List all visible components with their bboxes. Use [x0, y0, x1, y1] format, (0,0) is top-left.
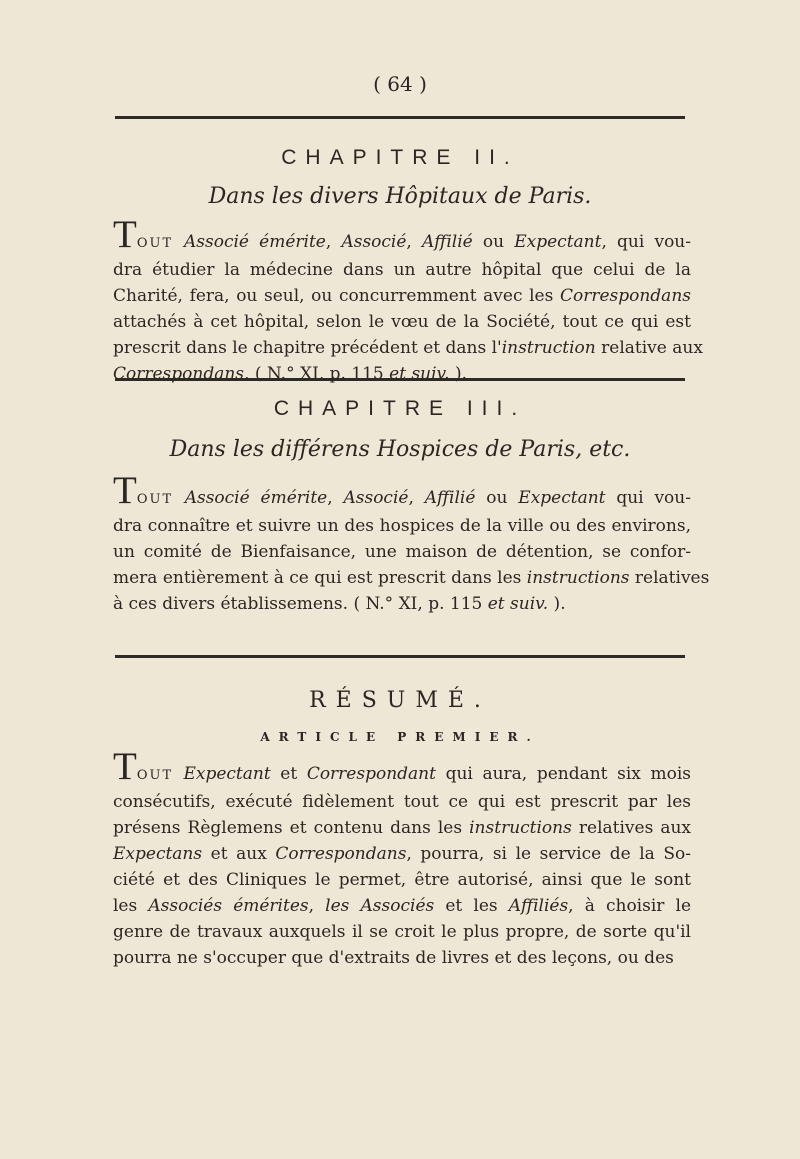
italic-run: Correspondans — [559, 286, 691, 306]
text-run: genre de travaux auxquels il se croit le plus propre, de sorte qu'il — [113, 922, 691, 942]
italic-run: et suiv. — [487, 594, 549, 614]
chapter-3-heading: CHAPITRE III. — [273, 397, 527, 420]
text-run: ou — [475, 488, 519, 508]
text-run: qui vou- — [605, 488, 691, 508]
text-line — [113, 789, 691, 815]
italic-run: les Associés — [325, 896, 435, 916]
text-line — [113, 361, 691, 387]
text-line — [113, 513, 691, 539]
text-run: les — [113, 896, 149, 916]
text-run: ciété et des Cliniques le permet, être autorisé, ainsi que le sont — [113, 870, 691, 890]
text-run: , à choisir le — [568, 896, 692, 916]
text-line — [113, 919, 691, 945]
italic-run: Expectant — [183, 764, 271, 784]
italic-run: Expectans — [113, 844, 203, 864]
text-run: à ces divers établissemens. ( N.° XI, p. 115 — [113, 594, 488, 614]
text-run: pourra ne s'occuper que d'extraits de livres et des leçons, ou des — [113, 948, 674, 968]
italic-run: Affilié — [424, 488, 476, 508]
text-line — [113, 283, 691, 309]
article-heading: ARTICLE PREMIER. — [260, 730, 540, 744]
text-run: qui aura, pendant six mois — [435, 764, 692, 784]
text-run: , — [327, 488, 344, 508]
chapter-2-subheading: Dans les divers Hôpitaux de Paris. — [208, 184, 592, 209]
text-line — [113, 815, 691, 841]
text-run: consécutifs, exécuté fidèlement tout ce qui est prescrit par les — [113, 792, 691, 812]
text-run: un comité de Bienfaisance, une maison de détention, se confor- — [113, 542, 691, 562]
text-run: , ( N.° XI, p. 115 — [244, 364, 390, 384]
text-line — [113, 565, 710, 591]
drop-cap: T — [113, 213, 137, 256]
text-run: prescrit dans le chapitre précédent et dans l' — [113, 338, 502, 358]
drop-cap: T — [113, 745, 137, 788]
text-run: ). — [449, 364, 468, 384]
drop-cap: T — [113, 469, 137, 512]
text-line — [113, 469, 691, 513]
top-rule — [115, 116, 685, 119]
text-run: , qui vou- — [601, 232, 691, 252]
italic-run: Correspondans — [275, 844, 407, 864]
text-run: attachés à cet hôpital, selon le vœu de la Société, tout ce qui est — [113, 312, 691, 332]
text-run: présens Règlemens et contenu dans les — [113, 818, 470, 838]
italic-run: Affilié — [422, 232, 473, 252]
text-run: dra étudier la médecine dans un autre hôpital que celui de la — [113, 260, 691, 280]
chapter-3-paragraph — [113, 469, 710, 617]
text-line — [113, 335, 703, 361]
text-line — [113, 539, 691, 565]
text-run: , pourra, si le service de la So- — [406, 844, 692, 864]
resume-paragraph — [113, 745, 692, 971]
text-run: Charité, fera, ou seul, ou concurremment avec les — [113, 286, 560, 306]
text-run: , — [308, 896, 326, 916]
text-run: ou — [472, 232, 515, 252]
text-line — [113, 257, 691, 283]
section-rule-2 — [115, 655, 685, 658]
text-line — [113, 591, 691, 617]
text-run: dra connaître et suivre un des hospices de la ville ou des environs, — [113, 516, 691, 536]
italic-run: et suiv. — [389, 364, 450, 384]
resume-heading: RÉSUMÉ. — [309, 688, 491, 713]
chapter-3-subheading: Dans les différens Hospices de Paris, etc. — [169, 437, 631, 462]
italic-run: Affiliés — [508, 896, 569, 916]
italic-run: Associé — [343, 488, 409, 508]
text-line — [113, 945, 691, 971]
small-caps-run: OUT — [136, 236, 185, 251]
text-line — [113, 893, 691, 919]
text-line — [113, 213, 691, 257]
text-run: et aux — [202, 844, 276, 864]
text-run: relatives — [629, 568, 710, 588]
text-line — [113, 745, 692, 789]
text-run: relative aux — [595, 338, 703, 358]
italic-run: instructions — [526, 568, 630, 588]
italic-run: instruction — [501, 338, 596, 358]
italic-run: Correspondans — [113, 364, 245, 384]
text-run: et — [270, 764, 307, 784]
italic-run: Associé émérite — [184, 488, 328, 508]
italic-run: instructions — [469, 818, 572, 838]
text-run: et les — [434, 896, 509, 916]
text-run: , — [408, 488, 425, 508]
text-line — [113, 841, 691, 867]
small-caps-run: OUT — [136, 768, 184, 783]
small-caps-run: OUT — [136, 492, 185, 507]
italic-run: Associé émérite — [184, 232, 326, 252]
text-run: , — [406, 232, 422, 252]
chapter-2-paragraph — [113, 213, 703, 387]
chapter-2-heading: CHAPITRE II. — [281, 146, 519, 169]
page-number: ( 64 ) — [373, 72, 427, 96]
text-line — [113, 309, 691, 335]
text-run: relatives aux — [571, 818, 691, 838]
text-run: mera entièrement à ce qui est prescrit dans les — [113, 568, 527, 588]
text-run: , — [325, 232, 342, 252]
text-line — [113, 867, 691, 893]
italic-run: Associés émérites — [148, 896, 309, 916]
italic-run: Expectant — [514, 232, 602, 252]
italic-run: Expectant — [518, 488, 606, 508]
text-run: ). — [548, 594, 566, 614]
section-rule-1 — [115, 378, 685, 381]
italic-run: Associé — [341, 232, 407, 252]
italic-run: Correspondant — [306, 764, 436, 784]
